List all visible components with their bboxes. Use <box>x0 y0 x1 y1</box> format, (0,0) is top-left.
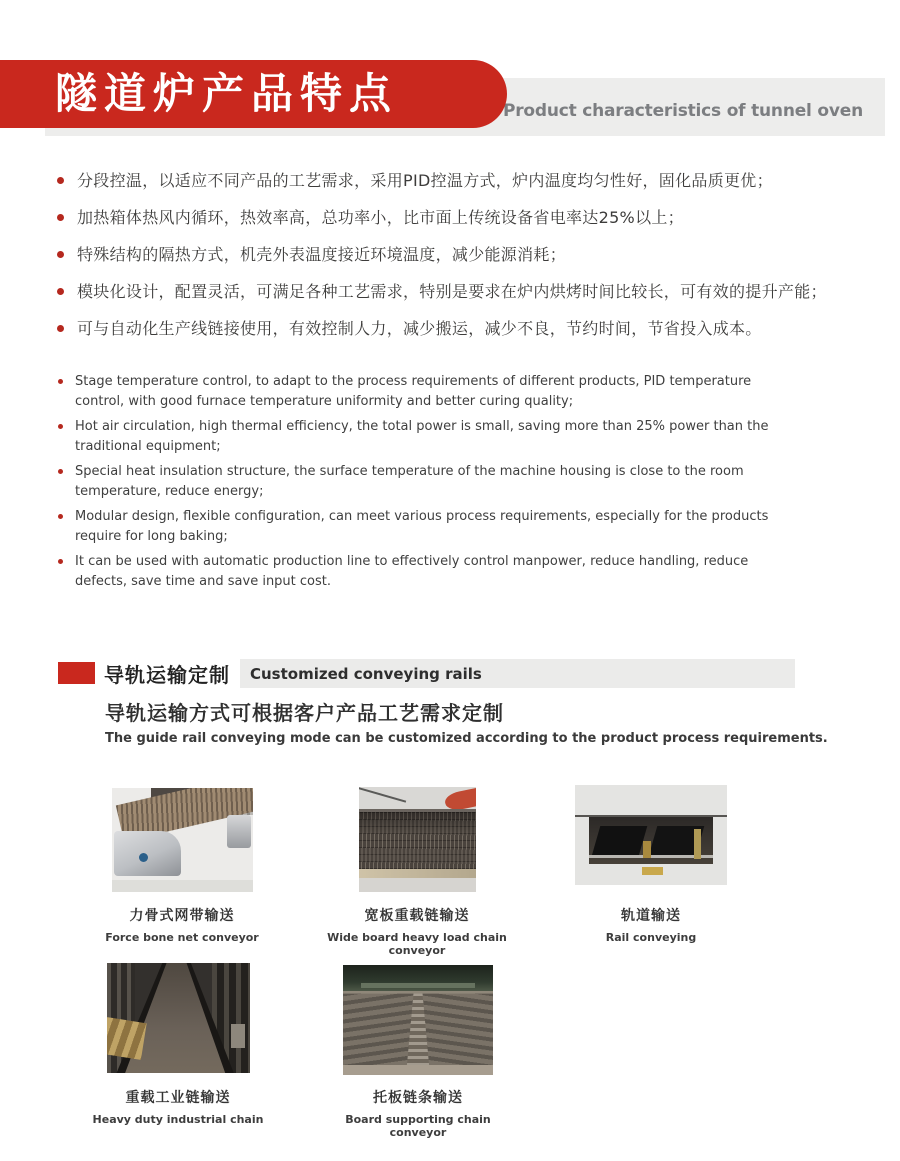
mesh-belt-conveyor-photo <box>112 788 253 892</box>
section-red-marker <box>58 662 95 684</box>
list-item <box>55 244 875 265</box>
gallery-item-rail-conveying <box>556 785 746 944</box>
list-item <box>55 207 875 228</box>
bullet-dot-icon <box>58 379 63 384</box>
header-title-english: Product characteristics of tunnel oven <box>502 101 863 121</box>
feature-list-chinese <box>55 170 875 355</box>
gallery-item-board-chain <box>323 965 513 1139</box>
header-red-banner <box>0 60 507 128</box>
bullet-dot-icon <box>57 214 64 221</box>
feature-text: Stage temperature control, to adapt to the process requirements of different products, PID temperature control, with good furnace temperature uniformity and better curing quality; <box>75 374 752 409</box>
caption-chinese: 力骨式网带输送 <box>129 908 235 924</box>
gallery-item-mesh-belt <box>87 788 277 944</box>
feature-text: Special heat insulation structure, the surface temperature of the machine housing is close to the room temperature, reduce energy; <box>75 464 744 499</box>
feature-text: 分段控温，以适应不同产品的工艺需求，采用PID控温方式，炉内温度均匀性好，固化品质更优； <box>77 171 773 190</box>
gallery-item-wide-board-chain <box>322 787 512 957</box>
feature-text: 模块化设计，配置灵活，可满足各种工艺需求，特别是要求在炉内烘烤时间比较长，可有效的提升产能； <box>77 282 827 301</box>
list-item <box>55 552 785 592</box>
feature-text: Modular design, flexible configuration, can meet various process requirements, especially for the products require for long baking; <box>75 509 769 544</box>
list-item <box>55 318 875 339</box>
bullet-dot-icon <box>57 177 64 184</box>
feature-text: 特殊结构的隔热方式，机壳外表温度接近环境温度，减少能源消耗； <box>77 245 567 264</box>
feature-text: 加热箱体热风内循环，热效率高，总功率小，比市面上传统设备省电率达25%以上； <box>77 208 684 227</box>
list-item <box>55 507 785 547</box>
tunnel-chain-photo <box>343 965 493 1075</box>
list-item <box>55 372 785 412</box>
bullet-dot-icon <box>57 288 64 295</box>
section-title: 导轨运输定制 <box>104 663 230 687</box>
feature-text: Hot air circulation, high thermal efficiency, the total power is small, saving more than 25% power than the traditional equipment; <box>75 419 769 454</box>
industrial-chain-photo <box>107 963 250 1073</box>
list-item <box>55 281 875 302</box>
list-item <box>55 170 875 191</box>
bullet-dot-icon <box>58 514 63 519</box>
caption-chinese: 轨道输送 <box>621 908 681 924</box>
wide-board-chain-photo <box>359 787 476 892</box>
caption-chinese: 宽板重载链输送 <box>364 908 470 924</box>
gallery-item-heavy-duty-chain <box>83 963 273 1126</box>
section-gray-bar <box>240 659 795 688</box>
bullet-dot-icon <box>57 251 64 258</box>
subtitle-chinese: 导轨运输方式可根据客户产品工艺需求定制 <box>105 701 504 725</box>
bullet-dot-icon <box>58 424 63 429</box>
caption-english: Board supporting chain conveyor <box>345 1113 491 1139</box>
subtitle-english: The guide rail conveying mode can be customized according to the product process requirements. <box>105 731 828 746</box>
bullet-dot-icon <box>58 559 63 564</box>
caption-chinese: 重载工业链输送 <box>125 1090 231 1106</box>
caption-english: Wide board heavy load chain conveyor <box>327 931 507 957</box>
feature-list-english <box>55 372 785 597</box>
section-title-english: Customized conveying rails <box>250 664 482 683</box>
caption-english: Force bone net conveyor <box>105 931 259 944</box>
bullet-dot-icon <box>58 469 63 474</box>
rail-conveyor-photo <box>575 785 727 885</box>
caption-english: Rail conveying <box>605 931 697 944</box>
bullet-dot-icon <box>57 325 64 332</box>
feature-text: It can be used with automatic production line to effectively control manpower, reduce handling, reduce defects, save time and save input cost. <box>75 554 749 589</box>
caption-chinese: 托板链条输送 <box>373 1090 463 1106</box>
caption-english: Heavy duty industrial chain <box>92 1113 264 1126</box>
list-item <box>55 462 785 502</box>
section-subtitle <box>105 697 828 746</box>
list-item <box>55 417 785 457</box>
page-title: 隧道炉产品特点 <box>55 69 399 118</box>
feature-text: 可与自动化生产线链接使用，有效控制人力，减少搬运，减少不良，节约时间，节省投入成本。 <box>77 319 762 338</box>
